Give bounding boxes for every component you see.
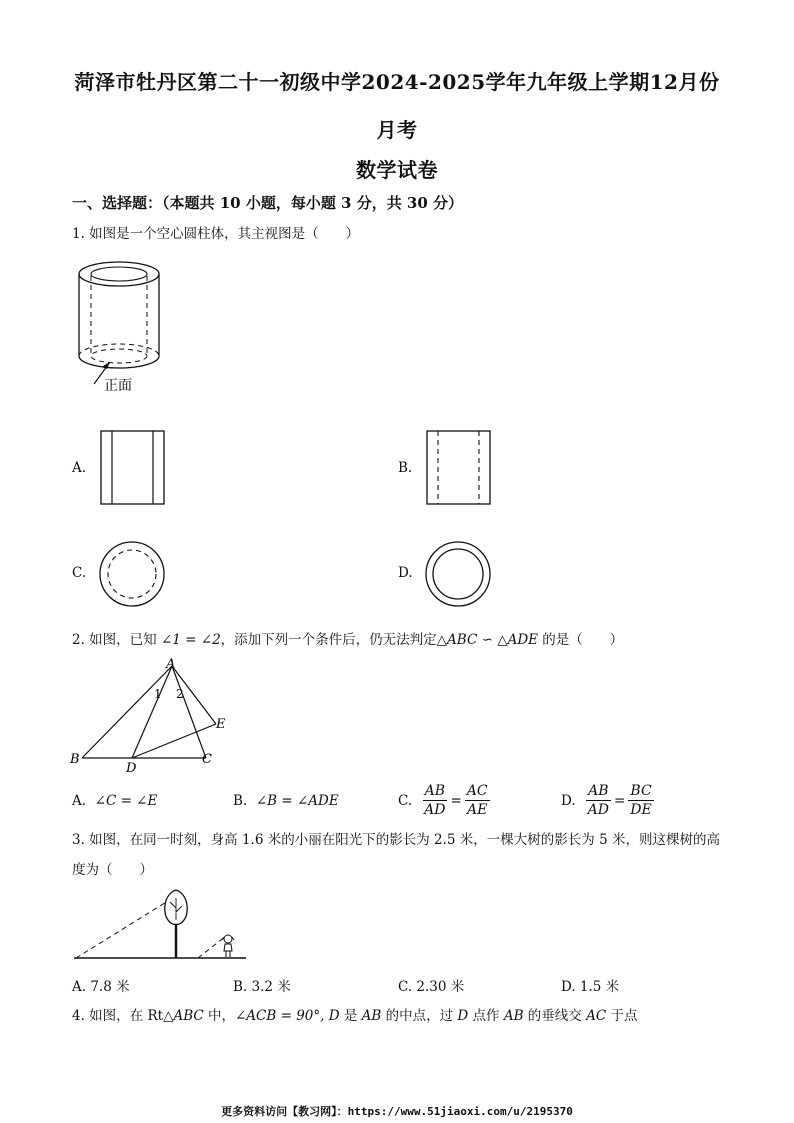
exam-title-line1: 菏泽市牡丹区第二十一初级中学2024-2025学年九年级上学期12月份 [74, 70, 720, 94]
q1-option-c-figure [98, 540, 166, 608]
question-3-stem-line2: 度为（ ） [72, 862, 153, 878]
svg-text:A: A [166, 657, 176, 672]
q1-option-d-label: D. [398, 565, 413, 581]
exam-subtitle: 数学试卷 [356, 158, 438, 182]
q2-option-c: C. $\frac{AB}{AD}$ = $\frac{AC}{AE}$ [398, 783, 488, 818]
footer-link[interactable]: 更多资料访问【教习网】：https://www.51jiaoxi.com/u/2195370 [221, 1105, 573, 1118]
svg-text:C: C [202, 752, 212, 767]
q1-option-a-label: A. [72, 460, 87, 476]
q2-option-b: B. ∠B = ∠ADE [233, 793, 339, 809]
question-4-stem: 4. 如图，在 Rt△ABC 中，∠ACB = 90°, D 是 AB 的中点，过 D 点作 AB 的垂线交 AC 于点 [72, 1008, 638, 1024]
svg-text:2: 2 [176, 687, 184, 701]
q2-option-a: A. ∠C = ∠E [72, 793, 158, 809]
question-3-stem-line1: 3. 如图，在同一时刻，身高 1.6 米的小丽在阳光下的影长为 2.5 米，一棵大树的影长为 5 米，则这棵树的高 [72, 832, 720, 848]
q2-option-d: D. $\frac{AB}{AD}$ = $\frac{BC}{DE}$ [561, 783, 652, 818]
front-view-label: 正面 [104, 378, 132, 394]
q1-option-b-label: B. [398, 460, 413, 476]
question-1-stem: 1. 如图是一个空心圆柱体，其主视图是（ ） [72, 226, 360, 242]
q1-option-c-label: C. [72, 565, 87, 581]
question-2-stem: 2. 如图，已知 ∠1 = ∠2，添加下列一个条件后，仍无法判定△ABC ∽ △ADE 的是（ ） [72, 632, 624, 648]
section-heading: 一、选择题：（本题共 10 小题，每小题 3 分，共 30 分） [72, 194, 464, 212]
shadow-tree-figure [72, 884, 252, 964]
q3-option-c: C. 2.30 米 [398, 979, 465, 995]
q3-option-d: D. 1.5 米 [561, 979, 620, 995]
q1-option-a-figure [100, 430, 166, 506]
triangle-figure-q2 [66, 656, 242, 776]
svg-text:D: D [126, 761, 137, 776]
svg-text:B: B [70, 752, 80, 767]
exam-title-line2: 月考 [376, 118, 418, 142]
q1-option-b-figure [426, 430, 492, 506]
q1-option-d-figure [424, 540, 492, 608]
q3-option-b: B. 3.2 米 [233, 979, 291, 995]
hollow-cylinder-figure [72, 256, 182, 396]
svg-text:E: E [216, 717, 226, 732]
svg-text:1: 1 [154, 687, 162, 701]
q3-option-a: A. 7.8 米 [72, 979, 130, 995]
